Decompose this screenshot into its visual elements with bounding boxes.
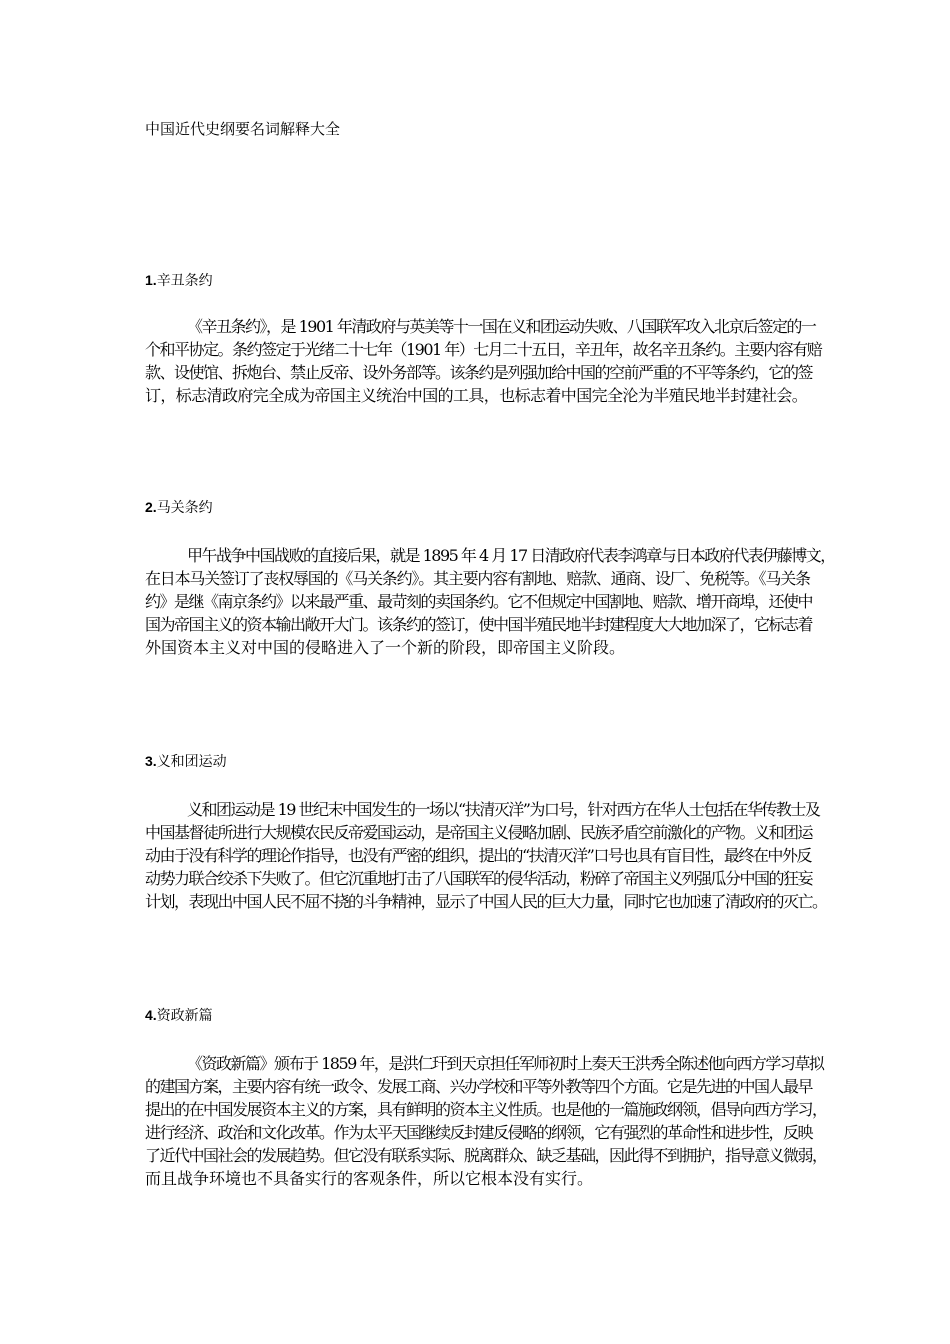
paragraph-line: 动由于没有科学的理论作指导，也没有严密的组织，提出的“扶清灭洋”口号也具有盲目性，最终在中外反 [145,846,811,865]
paragraph-line: 外国资本主义对中国的侵略进入了一个新的阶段，即帝国主义阶段。 [145,638,626,657]
paragraph-line: 计划，表现出中国人民不屈不挠的斗争精神，显示了中国人民的巨大力量，同时它也加速了清政府的灭亡。 [145,892,827,911]
section-2-body [145,543,835,658]
paragraph-line: 提出的在中国发展资本主义的方案，具有鲜明的资本主义性质。也是他的一篇施政纲领，倡导向西方学习， [145,1100,827,1119]
section-1-body [145,314,822,406]
section-heading [145,751,810,772]
section-number: 2. [145,499,157,515]
paragraph-line: 约》是继《南京条约》以来最严重、最苛刻的卖国条约。它不但规定中国割地、赔款、增开商埠，还使中 [145,592,813,611]
paragraph-line: 国为帝国主义的资本输出敞开大门。该条约的签订，使中国半殖民地半封建程度大大地加深了，它标志着 [145,615,813,634]
paragraph-line: 订，标志清政府完全成为帝国主义统治中国的工具，也标志着中国完全沦为半殖民地半封建社会。 [145,386,808,405]
paragraph-line: 进行经济、政治和文化改革。作为太平天国继续反封建反侵略的纲领，它有强烈的革命性和进步性，反映 [145,1123,813,1142]
paragraph-line: 了近代中国社会的发展趋势。但它没有联系实际、脱离群众、缺乏基础，因此得不到拥护，指导意义微弱， [145,1146,827,1165]
paragraph-line: 《辛丑条约》，是 1901 年清政府与英美等十一国在义和团运动失败、八国联军攻入北京后签定的一 [187,317,816,336]
section-title: 义和团运动 [156,754,227,770]
paragraph-line: 《资政新篇》颁布于 1859 年，是洪仁玕到天京担任军师初时上奏天王洪秀全陈述他向西方学习草拟 [187,1054,824,1073]
section-3 [145,751,810,772]
paragraph-line: 款、设使馆、拆炮台、禁止反帝、设外务部等。该条约是列强加给中国的空前严重的不平等条约，它的签 [145,363,813,382]
section-number: 3. [145,753,157,769]
section-2 [145,497,810,518]
paragraph-line: 中国基督徒所进行大规模农民反帝爱国运动，是帝国主义侵略加剧、民族矛盾空前激化的产物。义和团运 [145,823,813,842]
section-3-body [145,797,827,912]
section-title: 马关条约 [156,500,213,516]
section-heading [145,1005,810,1026]
section-number: 4. [145,1007,157,1023]
section-4-body [145,1051,827,1189]
section-number: 1. [145,272,157,288]
section-heading [145,270,810,291]
paragraph-line: 动势力联合绞杀下失败了。但它沉重地打击了八国联军的侵华活动，粉碎了帝国主义列强瓜分中国的狂妄 [145,869,813,888]
section-1 [145,270,810,291]
paragraph-line: 的建国方案，主要内容有统一政令、发展工商、兴办学校和平等外教等四个方面。它是先进的中国人最早 [145,1077,813,1096]
paragraph-line: 个和平协定。条约签定于光绪二十七年（1901 年）七月二十五日，辛丑年，故名辛丑条约。主要内容有赔 [145,340,822,359]
page-title: 中国近代史纲要名词解释大全 [145,120,341,138]
paragraph-line: 而且战争环境也不具备实行的客观条件，所以它根本没有实行。 [145,1169,594,1188]
paragraph-line: 在日本马关签订了丧权辱国的《马关条约》。其主要内容有割地、赔款、通商、设厂、免税等。《马关条 [145,569,810,588]
paragraph-line: 甲午战争中国战败的直接后果，就是 1895 年 4 月 17 日清政府代表李鸿章与日本政府代表伊藤博文， [187,546,835,565]
section-title: 资政新篇 [156,1008,213,1024]
paragraph-line: 义和团运动是 19 世纪末中国发生的一场以“扶清灭洋”为口号，针对西方在华人士包括在华传教士及 [187,800,820,819]
section-heading [145,497,810,518]
section-title: 辛丑条约 [156,273,213,289]
section-4 [145,1005,810,1026]
